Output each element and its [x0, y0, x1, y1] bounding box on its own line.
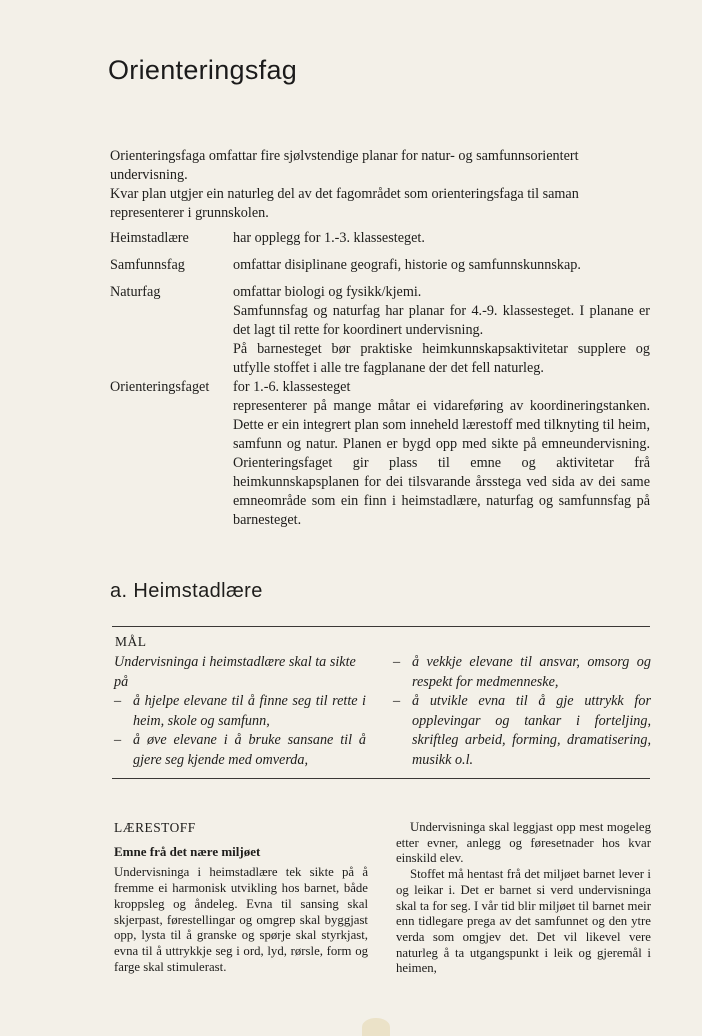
- dash-marker: –: [114, 732, 122, 748]
- subject-line: På barnesteget bør praktiske heimkunnskapsaktivitetar supplere og utfylle stoffet i alle tre fagplanane der det fell naturleg.: [233, 341, 650, 376]
- goal-item: [114, 692, 366, 731]
- subject-description: [233, 378, 650, 530]
- subject-term: Heimstadlære: [110, 230, 189, 246]
- goal-item: [393, 653, 651, 692]
- content-paragraph: Undervisninga skal leggjast opp mest mogeleg etter evner, anlegg og føresetnader hos kvar einskild elev.: [396, 820, 651, 866]
- content-subheading: Emne frå det nære miljøet: [114, 843, 261, 859]
- goals-intro: Undervisninga i heimstadlære skal ta sikte på: [114, 654, 356, 690]
- content-column-right: [396, 820, 651, 977]
- subject-term: Naturfag: [110, 284, 161, 300]
- goal-item: [114, 731, 366, 770]
- dash-marker: –: [393, 654, 401, 670]
- subject-line: Samfunnsfag og naturfag har planar for 4.-9. klassesteget. I planane er det lagt til rette for koordinert undervisning.: [233, 303, 650, 338]
- goal-text: å hjelpe elevane til å finne seg til rette i heim, skole og samfunn,: [133, 693, 366, 729]
- goal-item: [393, 692, 651, 770]
- goals-label: MÅL: [115, 634, 147, 649]
- content-column-left: [114, 820, 368, 975]
- dash-marker: –: [393, 693, 401, 709]
- goal-text: å øve elevane i å bruke sansane til å gjere seg kjende med omverda,: [133, 732, 366, 768]
- subject-description: [233, 283, 650, 378]
- dash-marker: –: [114, 693, 122, 709]
- subject-line: har opplegg for 1.-3. klassesteget.: [233, 230, 425, 246]
- subject-line: omfattar disiplinane geografi, historie og samfunnskunnskap.: [233, 257, 581, 273]
- divider: [112, 626, 650, 627]
- page-title: Orienteringsfag: [108, 55, 298, 85]
- content-label: LÆRESTOFF: [114, 820, 196, 835]
- subject-description: [233, 256, 650, 275]
- subject-term: Orienteringsfaget: [110, 379, 210, 395]
- subject-line: representerer på mange måtar ei vidareføring av koordineringstanken. Dette er ein integrert plan som inneheld lærestoff med tilknyting til heim, samfunn og natur. Planen er bygd opp med sikte på emneundervisning. Orienteringsfaget gir plass til emne og aktivitetar frå heimkunnskapsplanen for dei tilsvarande årsstega ved sida av dei same emneområde som ein finn i heimstadlære, naturfag og samfunnsfag på barnesteget.: [233, 398, 650, 528]
- subject-line: for 1.-6. klassesteget: [233, 379, 351, 395]
- goals-column-left: [114, 653, 366, 770]
- goals-column-right: [393, 653, 651, 770]
- intro-paragraph: Kvar plan utgjer ein naturleg del av det fagområdet som orienteringsfaga til saman representerer i grunnskolen.: [110, 186, 579, 221]
- subject-description: [233, 229, 650, 248]
- intro-paragraph: Orienteringsfaga omfattar fire sjølvstendige planar for natur- og samfunnsorientert undervisning.: [110, 148, 579, 183]
- divider: [112, 778, 650, 779]
- content-paragraph: Undervisninga i heimstadlære tek sikte på å fremme ei harmonisk utvikling hos barnet, både kroppsleg og åndeleg. Evna til sansing skal skjerpast, førestellingar og omgrep skal byggjast opp, lysta til å granske og spørje skal styrkjast, evna til å uttrykkje seg i ord, lyd, rørsle, form og farge skal stimulerast.: [114, 865, 368, 974]
- content-paragraph: Stoffet må hentast frå det miljøet barnet lever i og leikar i. Det er barnet si verd undervisninga skal ta for seg. I vår tid blir miljøet til barnet meir enn tidlegare prega av det samfunnet og den ytre verda som omgjev det. Det vil likevel vere naturleg å ta utgangspunkt i leik og gjeremål i heimen,: [396, 867, 651, 976]
- subject-term: Samfunnsfag: [110, 257, 185, 273]
- goal-text: å vekkje elevane til ansvar, omsorg og respekt for medmenneske,: [412, 654, 651, 690]
- section-heading: a. Heimstadlære: [110, 580, 263, 602]
- subject-line: omfattar biologi og fysikk/kjemi.: [233, 284, 422, 300]
- paper-stain: [362, 1018, 390, 1036]
- goal-text: å utvikle evna til å gje uttrykk for opplevingar og tankar i forteljing, skriftleg arbeid, forming, dramatisering, musikk o.l.: [412, 693, 651, 768]
- intro-text: [110, 147, 650, 223]
